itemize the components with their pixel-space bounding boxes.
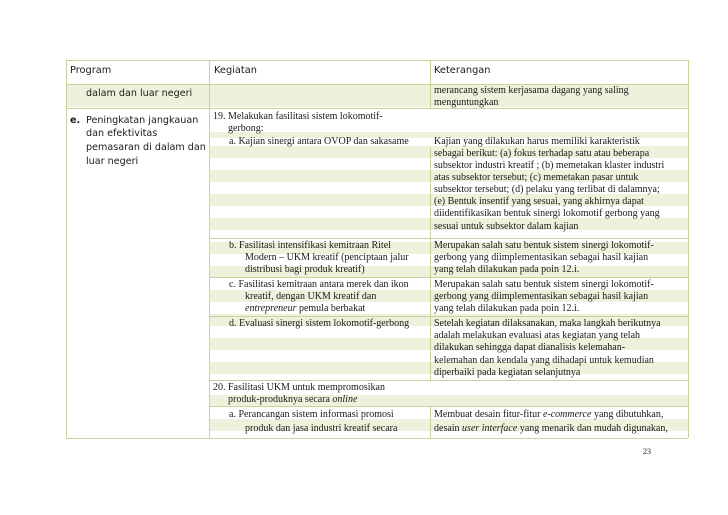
table-rule — [209, 380, 688, 381]
program-cell: dalam dan luar negeri — [86, 88, 193, 99]
keterangan-line: diperbaiki pada kegiatan selanjutnya — [434, 367, 581, 378]
keterangan-line: sebagai berikut: (a) fokus terhadap satu atau beberapa — [434, 148, 650, 159]
table-rule — [66, 108, 688, 109]
keterangan-line — [434, 409, 663, 421]
keterangan-line: gerbong yang diimplementasikan sebagai hasil kajian — [434, 291, 649, 302]
keterangan-line: Kajian yang dilakukan harus memiliki karakteristik — [434, 136, 640, 147]
kegiatan-line — [228, 394, 357, 406]
keterangan-line: kelemahan dan kendala yang dihadapi untuk kemudian — [434, 355, 654, 366]
table-rule — [66, 60, 67, 438]
italic-term: e-commerce — [542, 409, 592, 420]
kegiatan-subitem: produk dan jasa industri kreatif secara — [245, 423, 398, 434]
keterangan-line: diidentifikasikan bentuk sinergi lokomotif gerbong yang — [434, 208, 660, 219]
kegiatan-subitem: c. Fasilitasi kemitraan antara merek dan ikon — [229, 279, 409, 290]
table-rule — [430, 60, 431, 108]
column-header-kegiatan: Kegiatan — [214, 65, 257, 76]
keterangan-line: (e) Bentuk insentif yang sesuai, yang akhirnya dapat — [434, 196, 644, 207]
italic-term: user interface — [462, 423, 518, 434]
column-header-keterangan: Keterangan — [434, 65, 491, 76]
kegiatan-subitem: b. Fasilitasi intensifikasi kemitraan Ritel — [229, 240, 391, 251]
kegiatan-subitem: distribusi bagi produk kreatif) — [245, 264, 365, 275]
kegiatan-subitem: Modern – UKM kreatif (penciptaan jalur — [245, 252, 409, 263]
kegiatan-subitem — [245, 303, 365, 315]
text-span: desain — [434, 423, 463, 434]
keterangan-line: Merupakan salah satu bentuk sistem sinergi lokomotif- — [434, 279, 654, 290]
table-rule — [66, 438, 688, 439]
keterangan-line: yang telah dilakukan pada poin 12.i. — [434, 264, 580, 275]
program-line: pemasaran di dalam dan — [86, 142, 206, 153]
italic-term: online — [332, 394, 358, 405]
text-span: Membuat desain fitur-fitur — [434, 409, 543, 420]
table-rule — [209, 277, 688, 278]
keterangan-line: atas subsektor tersebut; (c) memetakan pasar untuk — [434, 172, 639, 183]
program-line: dan efektivitas — [86, 128, 158, 139]
text-span: pemula berbakat — [296, 303, 366, 314]
table-rule — [209, 316, 688, 317]
table-rule — [209, 60, 210, 438]
page-number: 23 — [643, 447, 651, 456]
table-rule — [66, 60, 688, 61]
keterangan-line: sesuai untuk subsektor dalam kajian — [434, 221, 579, 232]
keterangan-line: merancang sistem kerjasama dagang yang saling — [434, 85, 629, 96]
table-rule — [430, 148, 431, 381]
kegiatan-line: gerbong: — [228, 123, 264, 134]
kegiatan-subitem: d. Evaluasi sinergi sistem lokomotif-gerbong — [229, 318, 410, 329]
keterangan-line: adalah melakukan evaluasi atas kegiatan yang telah — [434, 330, 641, 341]
keterangan-line: menguntungkan — [434, 97, 499, 108]
kegiatan-subitem: a. Kajian sinergi antara OVOP dan sakasame — [229, 136, 409, 147]
keterangan-line: Merupakan salah satu bentuk sistem sinergi lokomotif- — [434, 240, 654, 251]
keterangan-line — [434, 423, 668, 435]
keterangan-line: gerbong yang diimplementasikan sebagai hasil kajian — [434, 252, 649, 263]
text-span: produk-produknya secara — [228, 394, 333, 405]
text-span: yang dibutuhkan, — [591, 409, 664, 420]
keterangan-line: yang telah dilakukan pada poin 12.i. — [434, 303, 580, 314]
program-marker: e. — [70, 115, 81, 126]
text-span: yang menarik dan mudah digunakan, — [517, 423, 668, 434]
program-line: luar negeri — [86, 156, 139, 167]
kegiatan-subitem: a. Perancangan sistem informasi promosi — [229, 409, 394, 420]
kegiatan-line: 20. Fasilitasi UKM untuk mempromosikan — [213, 382, 385, 393]
program-line: Peningkatan jangkauan — [86, 115, 199, 126]
keterangan-line: Setelah kegiatan dilaksanakan, maka langkah berikutnya — [434, 318, 661, 329]
table-rule — [209, 238, 688, 239]
table-rule — [688, 60, 689, 438]
kegiatan-line: 19. Melakukan fasilitasi sistem lokomotif- — [213, 111, 383, 122]
table-rule — [430, 406, 431, 438]
keterangan-line: subsektor industri kreatif ; (b) memetakan klaster industri — [434, 160, 665, 171]
kegiatan-subitem: kreatif, dengan UKM kreatif dan — [245, 291, 377, 302]
italic-term: entrepreneur — [245, 303, 297, 314]
keterangan-line: subsektor tersebut; (d) pelaku yang terlibat di dalamnya; — [434, 184, 660, 195]
column-header-program: Program — [70, 65, 112, 76]
keterangan-line: dilakukan sehingga dapat dianalisis kelemahan- — [434, 342, 626, 353]
